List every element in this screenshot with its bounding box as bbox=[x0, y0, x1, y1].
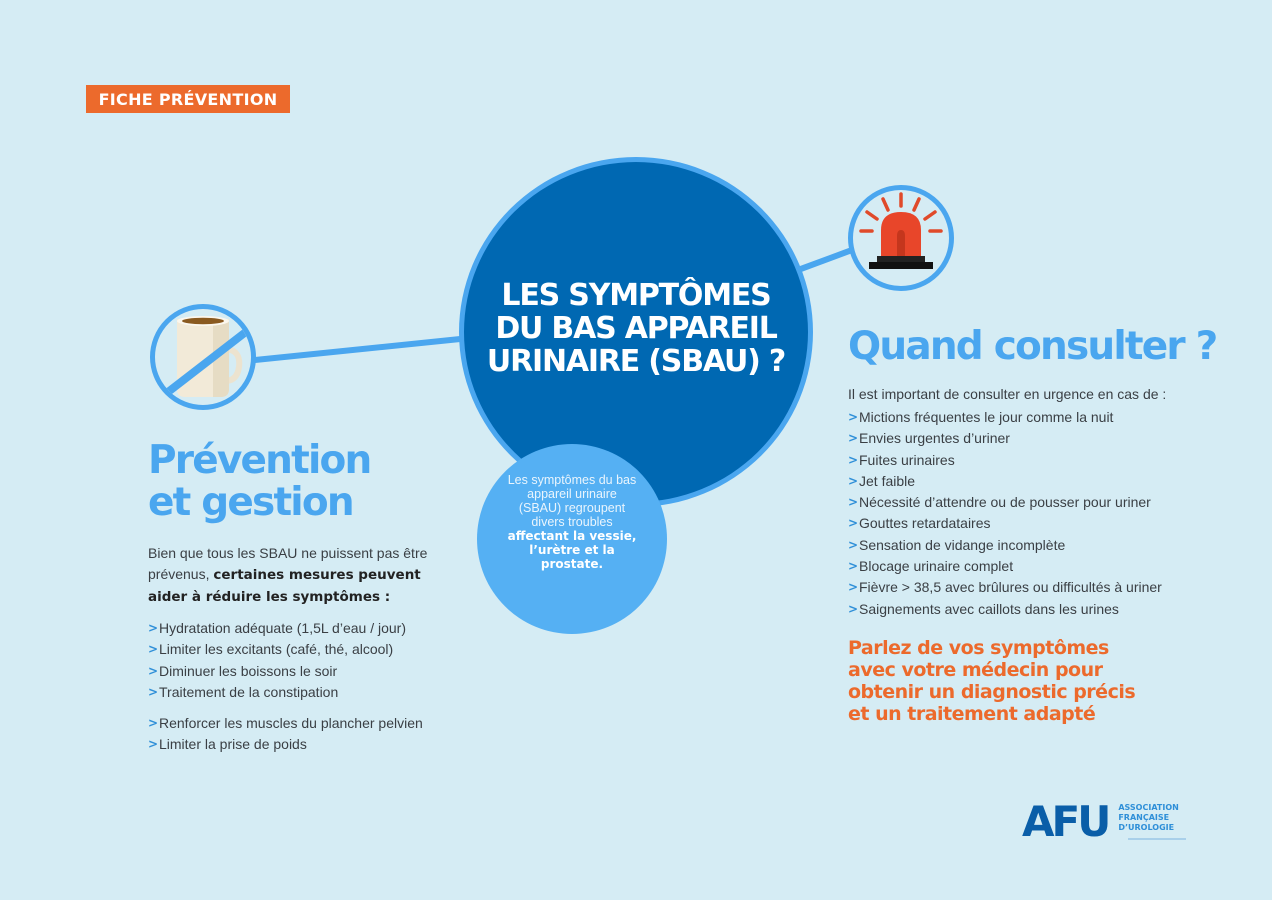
prevention-list-2 bbox=[148, 713, 423, 756]
list-item bbox=[848, 428, 1162, 449]
list-item-text: Blocage urinaire complet bbox=[859, 558, 1014, 575]
list-item bbox=[848, 513, 1162, 534]
list-item-text: Mictions fréquentes le jour comme la nuit bbox=[859, 409, 1114, 425]
afu-logo-text bbox=[1118, 803, 1179, 833]
list-item bbox=[848, 535, 1162, 556]
afu-logo-mark: AFU bbox=[1022, 797, 1109, 846]
chevron-right-icon: > bbox=[848, 473, 859, 488]
main-title bbox=[487, 279, 785, 378]
prevention-intro-bold: certaines mesures peuvent aider à réduire les symptômes : bbox=[148, 567, 421, 605]
prevention-title-line-1: Prévention bbox=[148, 438, 371, 483]
list-item bbox=[848, 450, 1162, 471]
cup-icon bbox=[155, 309, 251, 405]
list-item-text: Traitement de la constipation bbox=[159, 683, 339, 700]
list-item-text: Limiter la prise de poids bbox=[159, 736, 307, 753]
chevron-right-icon: > bbox=[848, 559, 859, 574]
list-item bbox=[848, 599, 1162, 620]
list-item-text: Sensation de vidange incomplète bbox=[859, 536, 1066, 553]
list-item bbox=[148, 734, 423, 755]
definition-circle bbox=[477, 444, 667, 634]
list-item-text: Gouttes retardataires bbox=[859, 515, 991, 532]
chevron-right-icon: > bbox=[848, 410, 859, 424]
consult-list bbox=[848, 407, 1162, 620]
list-item-text: Limiter les excitants (café, thé, alcool) bbox=[159, 641, 394, 658]
chevron-right-icon: > bbox=[148, 737, 159, 752]
list-item-text: Jet faible bbox=[859, 472, 916, 489]
cta-line-1: Parlez de vos symptômes bbox=[848, 637, 1109, 659]
prevention-title-line-2: et gestion bbox=[148, 480, 353, 525]
chevron-right-icon: > bbox=[848, 431, 859, 446]
list-item-text: Diminuer les boissons le soir bbox=[159, 662, 338, 679]
list-item bbox=[848, 492, 1162, 513]
cta-line-2: avec votre médecin pour bbox=[848, 659, 1103, 681]
no-coffee-icon bbox=[150, 304, 256, 410]
main-title-line-1: LES SYMPTÔMES bbox=[501, 277, 771, 313]
list-item-text: Envies urgentes d’uriner bbox=[859, 430, 1010, 447]
main-title-line-3: URINAIRE (SBAU) ? bbox=[486, 343, 786, 379]
chevron-right-icon: > bbox=[848, 537, 859, 552]
chevron-right-icon: > bbox=[148, 642, 159, 657]
consult-intro: Il est important de consulter en urgence en cas de : bbox=[848, 386, 1167, 402]
definition-bold: affectant la vessie, l’urètre et la prostate. bbox=[507, 529, 637, 571]
cta-line-4: et un traitement adapté bbox=[848, 703, 1096, 725]
definition-plain: Les symptômes du bas appareil urinaire (SBAU) regroupent divers troubles bbox=[507, 473, 637, 529]
chevron-right-icon: > bbox=[148, 663, 159, 678]
chevron-right-icon: > bbox=[148, 716, 159, 730]
prevention-intro-plain: Bien que tous les SBAU ne puissent pas être prévenus, bbox=[148, 545, 428, 582]
definition-text bbox=[507, 473, 637, 571]
alarm-light-icon bbox=[853, 190, 949, 286]
list-item-text: Fièvre > 38,5 avec brûlures ou difficultés à uriner bbox=[859, 579, 1162, 596]
fiche-prevention-tag: FICHE PRÉVENTION bbox=[86, 85, 290, 113]
list-item bbox=[848, 556, 1162, 577]
siren-icon bbox=[848, 185, 954, 291]
main-title-circle bbox=[459, 157, 813, 507]
chevron-right-icon: > bbox=[848, 580, 859, 595]
list-item-text: Hydratation adéquate (1,5L d’eau / jour) bbox=[159, 620, 406, 636]
main-title-line-2: DU BAS APPAREIL bbox=[495, 310, 777, 346]
list-item bbox=[148, 661, 406, 682]
list-item-text: Renforcer les muscles du plancher pelvien bbox=[159, 715, 423, 731]
chevron-right-icon: > bbox=[848, 601, 859, 616]
prevention-list-1 bbox=[148, 618, 406, 703]
list-item bbox=[148, 639, 406, 660]
list-item bbox=[148, 713, 423, 734]
logo-underline bbox=[1128, 838, 1186, 840]
list-item bbox=[148, 618, 406, 639]
consult-call-to-action bbox=[848, 637, 1135, 725]
prevention-intro bbox=[148, 543, 428, 608]
prevention-title bbox=[148, 440, 370, 524]
list-item-text: Saignements avec caillots dans les urines bbox=[859, 600, 1119, 617]
logo-line-1: ASSOCIATION bbox=[1118, 803, 1179, 812]
chevron-right-icon: > bbox=[148, 621, 159, 635]
list-item-text: Nécessité d’attendre ou de pousser pour uriner bbox=[859, 494, 1151, 511]
logo-line-2: FRANÇAISE bbox=[1118, 813, 1170, 822]
cta-line-3: obtenir un diagnostic précis bbox=[848, 681, 1136, 703]
chevron-right-icon: > bbox=[848, 516, 859, 531]
list-item bbox=[848, 471, 1162, 492]
chevron-right-icon: > bbox=[848, 495, 859, 510]
list-item bbox=[848, 577, 1162, 598]
chevron-right-icon: > bbox=[848, 452, 859, 467]
consult-title: Quand consulter ? bbox=[848, 324, 1217, 369]
list-item bbox=[848, 407, 1162, 428]
list-item bbox=[148, 682, 406, 703]
chevron-right-icon: > bbox=[148, 684, 159, 699]
list-item-text: Fuites urinaires bbox=[859, 451, 955, 468]
logo-line-3: D’UROLOGIE bbox=[1118, 823, 1175, 832]
